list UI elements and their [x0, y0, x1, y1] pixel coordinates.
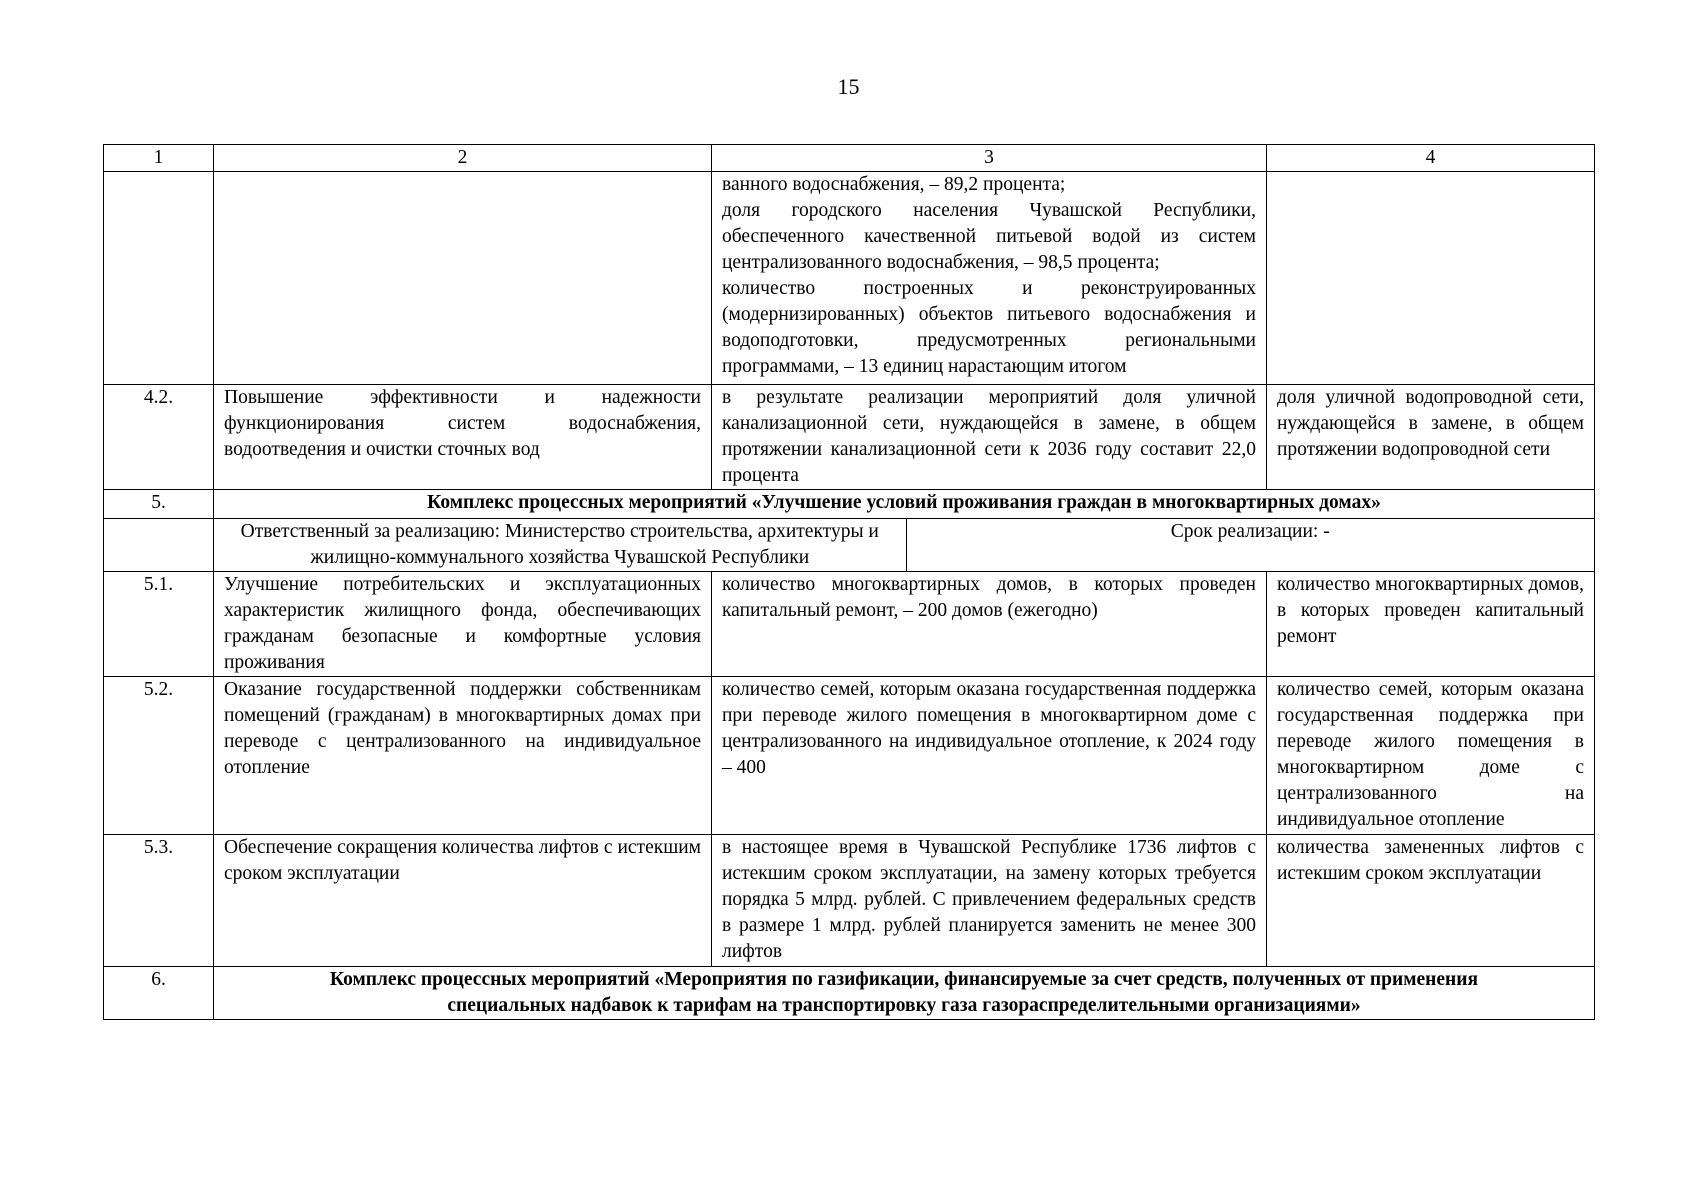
- indicator-cell: доля уличной водопроводной сети, нуждающейся в замене, в общем протяжении водопроводной сети: [1267, 385, 1595, 490]
- indicator-cell: количество многоквартирных домов, в которых проведен капитальный ремонт: [1267, 572, 1595, 677]
- header-row: [104, 145, 1595, 172]
- section-title: Комплекс процессных мероприятий «Мероприятия по газификации, финансируемые за счет средств, полученных от применения специальных надбавок к тарифам на транспортировку газа газораспределительными организациями»: [214, 967, 1595, 1020]
- section-row-5: [104, 490, 1595, 519]
- table-row-5-1: [104, 572, 1595, 677]
- section-row-6: [104, 967, 1595, 1020]
- indicator-cell: [1267, 172, 1595, 385]
- row-number: 5.2.: [104, 677, 214, 835]
- result-line: количество построенных и реконструированных (модернизированных) объектов питьевого водоснабжения и водоподготовки, предусмотренных региональными программами, – 13 единиц нарастающим итогом: [722, 278, 1256, 377]
- table-row-continuation: [104, 172, 1595, 385]
- result-cell: количество семей, которым оказана государственная поддержка при переводе жилого помещения в многоквартирном доме с централизованного на индивидуальное отопление, к 2024 году – 400: [712, 677, 1267, 835]
- row-number: [104, 519, 214, 572]
- result-line: доля городского населения Чувашской Республики, обеспеченного качественной питьевой водой из систем централизованного водоснабжения, – 98,5 процента;: [722, 200, 1256, 273]
- result-cell: количество многоквартирных домов, в которых проведен капитальный ремонт, – 200 домов (ежегодно): [712, 572, 1267, 677]
- header-col-3: 3: [712, 145, 1267, 172]
- page-number: 15: [837, 74, 860, 99]
- table-row-5-3: [104, 835, 1595, 967]
- table-row-5-2: [104, 677, 1595, 835]
- header-col-4: 4: [1267, 145, 1595, 172]
- table-row-4-2: [104, 385, 1595, 490]
- responsible-row: [104, 519, 1595, 572]
- section-title: Комплекс процессных мероприятий «Улучшение условий проживания граждан в многоквартирных домах»: [214, 490, 1595, 519]
- task-cell: [214, 172, 712, 385]
- header-col-2: 2: [214, 145, 712, 172]
- row-number: 4.2.: [104, 385, 214, 490]
- task-cell: Улучшение потребительских и эксплуатационных характеристик жилищного фонда, обеспечивающих гражданам безопасные и комфортные условия проживания: [214, 572, 712, 677]
- result-line: ванного водоснабжения, – 89,2 процента;: [722, 174, 1066, 195]
- header-col-1: 1: [104, 145, 214, 172]
- responsible-text: Ответственный за реализацию: Министерство строительства, архитектуры и жилищно-коммунального хозяйства Чувашской Республики: [214, 519, 906, 571]
- row-number: [104, 172, 214, 385]
- result-cell: в результате реализации мероприятий доля уличной канализационной сети, нуждающейся в замене, в общем протяжении канализационной сети к 2036 году составит 22,0 процента: [712, 385, 1267, 490]
- task-cell: Повышение эффективности и надежности функционирования систем водоснабжения, водоотведения и очистки сточных вод: [214, 385, 712, 490]
- responsible-cell: [214, 519, 1595, 572]
- row-number: 5.1.: [104, 572, 214, 677]
- row-number: 5.: [104, 490, 214, 519]
- responsible-inner: [214, 519, 1594, 571]
- task-cell: Обеспечение сокращения количества лифтов с истекшим сроком эксплуатации: [214, 835, 712, 967]
- task-cell: Оказание государственной поддержки собственникам помещений (гражданам) в многоквартирных домах при переводе с централизованного на индивидуальное отопление: [214, 677, 712, 835]
- indicator-cell: количество семей, которым оказана государственная поддержка при переводе жилого помещения в многоквартирном доме с централизованного на индивидуальное отопление: [1267, 677, 1595, 835]
- measures-table: [103, 144, 1595, 1020]
- row-number: 5.3.: [104, 835, 214, 967]
- result-cell: в настоящее время в Чувашской Республике 1736 лифтов с истекшим сроком эксплуатации, на замену которых требуется порядка 5 млрд. рублей. С привлечением федеральных средств в размере 1 млрд. рублей планируется заменить не менее 300 лифтов: [712, 835, 1267, 967]
- result-cell: [712, 172, 1267, 385]
- term-text: Срок реализации: -: [1170, 521, 1330, 542]
- indicator-cell: количества замененных лифтов с истекшим сроком эксплуатации: [1267, 835, 1595, 967]
- row-number: 6.: [104, 967, 214, 1020]
